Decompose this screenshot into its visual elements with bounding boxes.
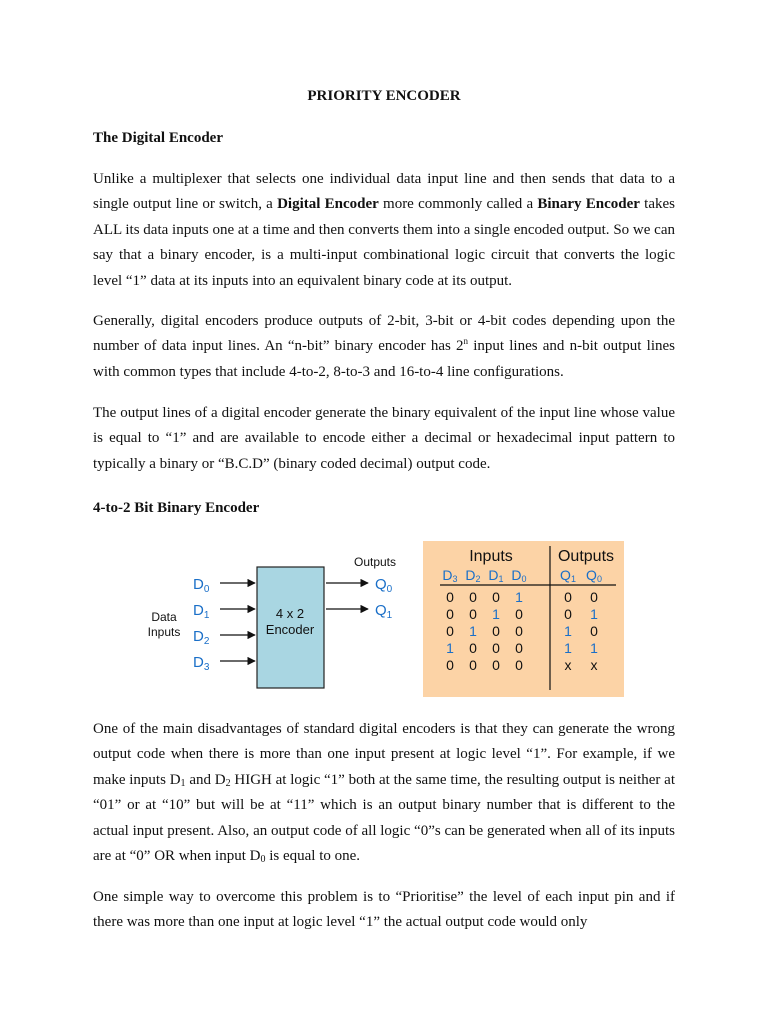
truth-table-outputs-header: Outputs	[557, 548, 615, 565]
truth-table-cell: 0	[446, 623, 454, 639]
page-title: PRIORITY ENCODER	[307, 88, 461, 104]
encoder-block-label-name: Encoder	[265, 622, 315, 637]
data-inputs-label-top: Data	[151, 610, 177, 624]
truth-table-cell: 0	[564, 606, 572, 622]
paragraph-text: more commonly called a	[378, 196, 538, 213]
truth-table-cell: 0	[515, 606, 523, 622]
section-heading-4to2-encoder: 4-to-2 Bit Binary Encoder	[93, 500, 260, 516]
data-inputs-label-bottom: Inputs	[147, 625, 181, 639]
paragraph-disadvantages	[93, 717, 675, 869]
truth-table-cell: 1	[564, 623, 572, 639]
truth-table-cell: 0	[515, 657, 523, 673]
output-label-q0: $Q_0$	[375, 576, 393, 595]
truth-table-col-header: D2	[465, 567, 481, 584]
truth-table-cell: 0	[515, 640, 523, 656]
paragraph-text: Generally, digital encoders produce outputs of 2-bit, 3-bit or 4-bit codes depending upon the number of data input lines. An “n-bit” binary encoder has 2	[93, 313, 675, 355]
truth-table-cell: 1	[446, 640, 454, 656]
paragraph-text: Unlike a multiplexer that selects one individual data input line and then sends that data to a single output line or switch, a	[93, 171, 675, 213]
paragraph-general	[93, 309, 675, 385]
truth-table-cell: 0	[590, 623, 598, 639]
truth-table-cell: 1	[492, 606, 500, 622]
paragraph-text: One of the main disadvantages of standard digital encoders is that they can generate the wrong output code when there is more than one input present at logic level “1”. For example, if we make inputs D	[93, 721, 675, 788]
truth-table-cell: 1	[564, 640, 572, 656]
truth-table-col-header: D0	[511, 567, 527, 584]
truth-table-cell: 0	[492, 589, 500, 605]
truth-table-inputs-header: Inputs	[469, 548, 513, 565]
truth-table-cell: 0	[469, 589, 477, 605]
encoder-block-label-size: 4 x 2	[275, 606, 305, 621]
section-heading-digital-encoder: The Digital Encoder	[93, 130, 223, 146]
input-label-d1: $D_1$	[193, 602, 210, 621]
truth-table-cell: 0	[469, 657, 477, 673]
truth-table-cell: 1	[515, 589, 523, 605]
paragraph-text: is equal to one.	[265, 848, 361, 865]
truth-table-cell: x	[564, 657, 572, 673]
paragraph-text: and D	[185, 771, 226, 788]
truth-table-cell: 0	[469, 640, 477, 656]
truth-table-cell: 0	[515, 623, 523, 639]
truth-table-cell: 0	[492, 623, 500, 639]
paragraph-intro	[93, 167, 675, 294]
paragraph-output-lines: The output lines of a digital encoder generate the binary equivalent of the input line whose value is equal to “1” and are available to encode either a decimal or hexadecimal input pattern to typically a binary or “B.C.D” (binary coded decimal) output code.	[93, 405, 675, 472]
truth-table-col-header: Q0	[586, 567, 602, 584]
truth-table-cell: 1	[590, 606, 598, 622]
truth-table-cell: 0	[492, 657, 500, 673]
subscript: 0	[260, 854, 266, 866]
output-label-q1: $Q_1$	[375, 602, 393, 621]
truth-table-graphic	[423, 541, 624, 697]
paragraph-text: HIGH at logic “1” both at the same time, the resulting output is neither at “01” or at “10” but will be at “11” which is an output binary number that is different to the actual input present. Also, an output code of all logic “0”s can be generated when all of its inputs are at “0” OR when input D	[93, 771, 675, 865]
input-label-d2: $D_2$	[193, 628, 210, 647]
truth-table-cell: 1	[469, 623, 477, 639]
truth-table-cell: x	[590, 657, 598, 673]
subscript: 2	[225, 777, 231, 789]
input-label-d0: $D_0$	[193, 576, 210, 595]
truth-table-cell: 1	[590, 640, 598, 656]
superscript-n: n	[463, 336, 469, 347]
paragraph-text: input lines and n-bit output lines with common types that include 4-to-2, 8-to-3 and 16-to-4 line configurations.	[93, 338, 675, 380]
subscript: 1	[180, 777, 186, 789]
paragraph-text: takes ALL its data inputs one at a time and then converts them into a single encoded output. So we can say that a binary encoder, is a multi-input combinational logic circuit that converts the logic level “1” data at its inputs into an equivalent binary code at its output.	[93, 196, 675, 289]
truth-table-cell: 0	[446, 589, 454, 605]
truth-table-cell: 0	[469, 606, 477, 622]
truth-table-cell: 0	[590, 589, 598, 605]
truth-table-col-header: Q1	[560, 567, 576, 584]
outputs-label: Outputs	[353, 555, 397, 569]
truth-table-col-header: D1	[488, 567, 504, 584]
input-label-d3: $D_3$	[193, 654, 210, 673]
paragraph-prioritise: One simple way to overcome this problem is to “Prioritise” the level of each input pin and if there was more than one input at logic level “1” the actual output code would only	[93, 889, 675, 931]
term-binary-encoder: Binary Encoder	[537, 196, 640, 213]
term-digital-encoder: Digital Encoder	[277, 196, 379, 213]
truth-table-cell: 0	[492, 640, 500, 656]
truth-table-cell: 0	[446, 657, 454, 673]
truth-table-cell: 0	[564, 589, 572, 605]
truth-table-cell: 0	[446, 606, 454, 622]
truth-table	[423, 541, 624, 697]
truth-table-col-header: D3	[442, 567, 458, 584]
